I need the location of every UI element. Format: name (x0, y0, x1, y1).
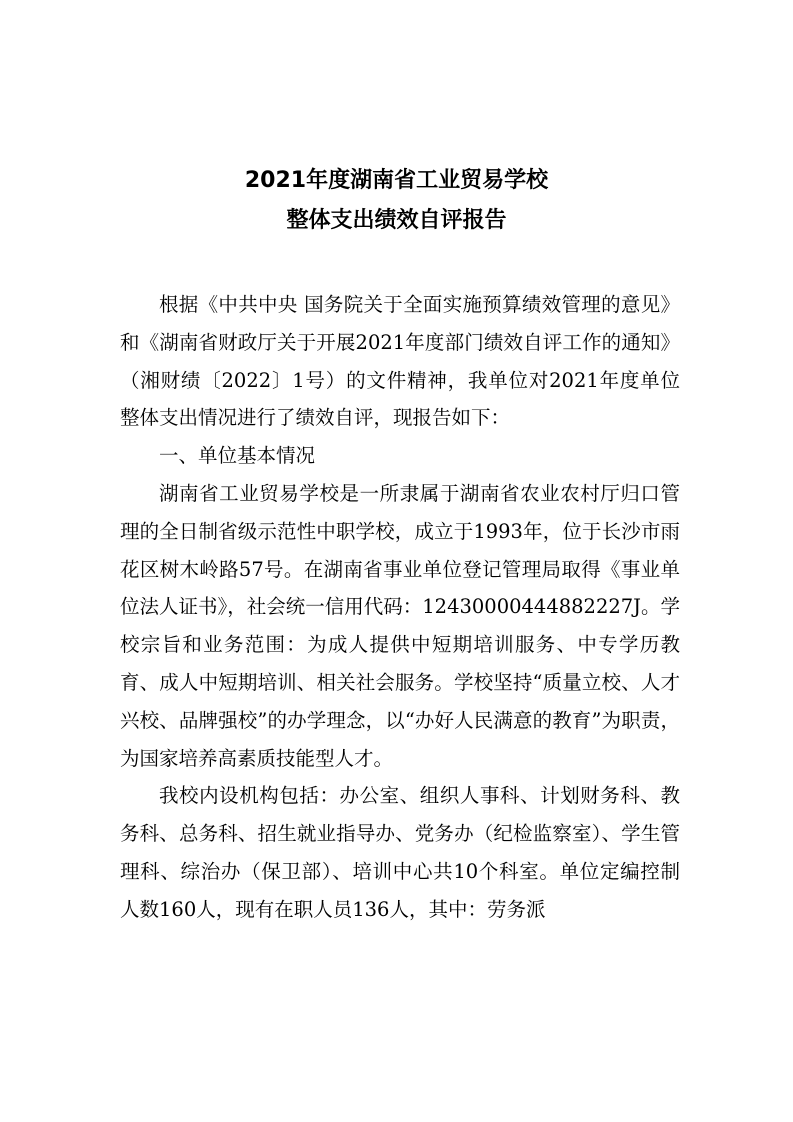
paragraph-internal-structure: 我校内设机构包括：办公室、组织人事科、计划财务科、教务科、总务科、招生就业指导办、党务办（纪检监察室）、学生管理科、综治办（保卫部）、培训中心共10个科室。单位定编控制人数160人，现有在职人员136人，其中：劳务派 (120, 784, 680, 921)
section-heading-basic-info: 一、单位基本情况 (159, 444, 316, 468)
document-title-line-2: 整体支出绩效自评报告 (286, 208, 507, 233)
document-body (120, 286, 680, 929)
paragraph-school-overview: 湖南省工业贸易学校是一所隶属于湖南省农业农村厅归口管理的全日制省级示范性中职学校，成立于1993年，位于长沙市雨花区树木岭路57号。在湖南省事业单位登记管理局取得《事业单位法人证书》，社会统一信用代码：12430000444882227J。学校宗旨和业务范围：为成人提供中短期培训服务、中专学历教育、成人中短期培训、相关社会服务。学校坚持“质量立校、人才兴校、品牌强校”的办学理念，以“办好人民满意的教育”为职责，为国家培养高素质技能型人才。 (120, 481, 680, 770)
paragraph-intro: 根据《中共中央 国务院关于全面实施预算绩效管理的意见》和《湖南省财政厅关于开展2021年度部门绩效自评工作的通知》（湘财绩〔2022〕1号）的文件精神，我单位对2021年度单位整体支出情况进行了绩效自评，现报告如下： (120, 293, 680, 430)
document-title-line-1: 2021年度湖南省工业贸易学校 (244, 168, 549, 193)
